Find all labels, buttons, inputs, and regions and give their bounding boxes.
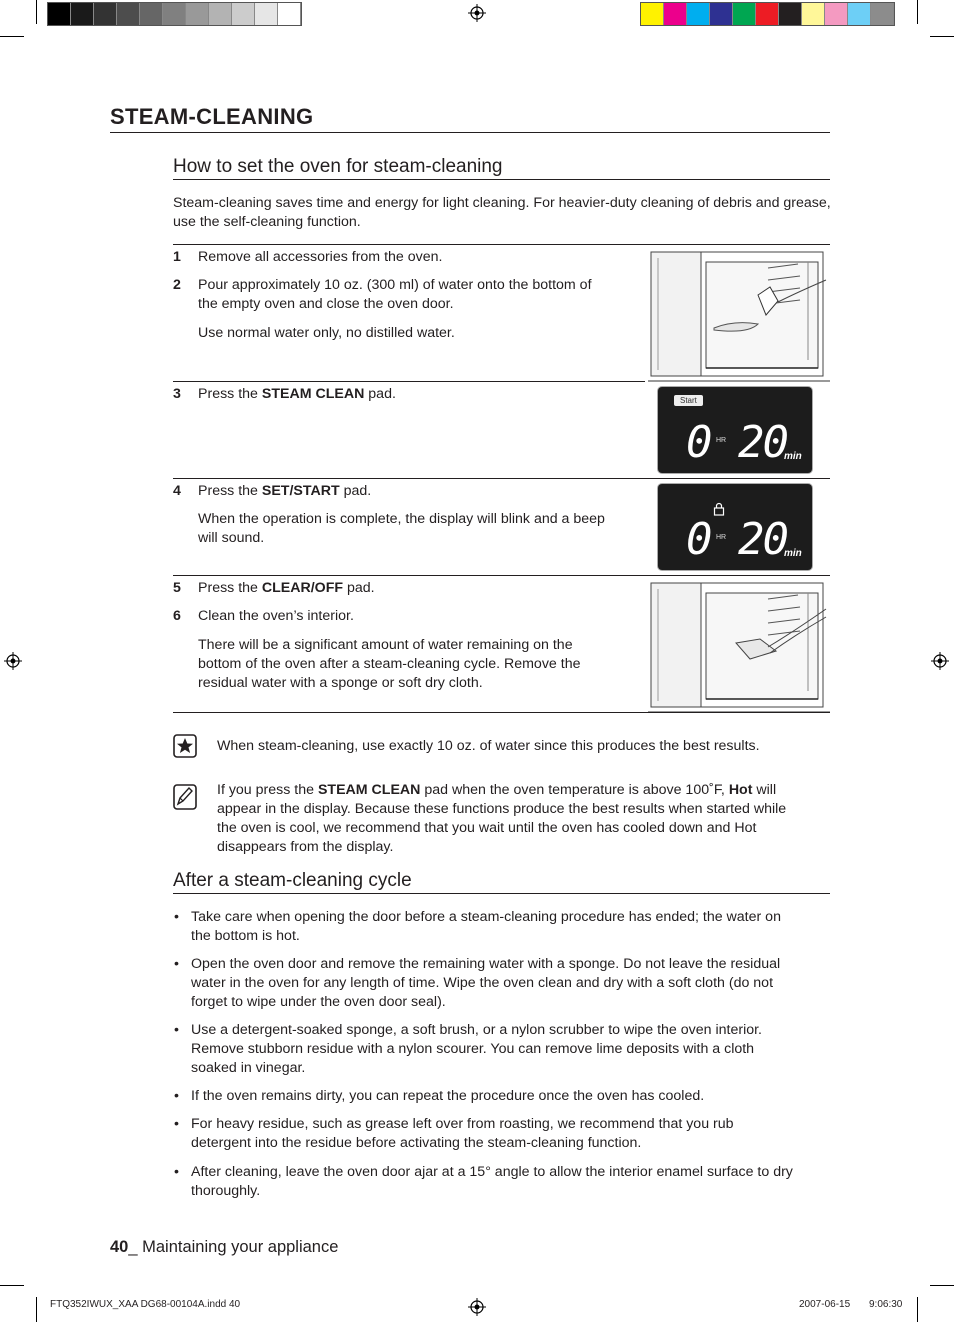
color-swatch — [664, 3, 687, 25]
crop-mark — [917, 0, 918, 24]
gray-swatch — [163, 3, 186, 25]
color-swatch — [641, 3, 664, 25]
min-unit: min — [784, 451, 802, 462]
divider — [173, 478, 830, 479]
color-swatch — [871, 3, 894, 25]
slug-file: FTQ352IWUX_XAA DG68-00104A.indd 40 — [50, 1299, 241, 1310]
bullet-dot-icon: • — [174, 1022, 179, 1038]
minutes-digits: 20 — [738, 514, 787, 565]
step-6-note-line-3: residual water with a sponge or soft dry cloth. — [198, 675, 483, 691]
step-6: 6 Clean the oven’s interior. — [173, 608, 354, 624]
minutes-digits: 20 — [738, 417, 787, 468]
list-item — [174, 908, 834, 946]
color-swatch-bar — [640, 2, 895, 26]
list-item-line: the bottom is hot. — [191, 928, 300, 944]
star-note-icon — [173, 734, 197, 758]
step-4-note-line-1: When the operation is complete, the display will blink and a beep — [198, 511, 605, 527]
gray-swatch — [255, 3, 278, 25]
color-swatch — [802, 3, 825, 25]
list-item — [174, 1115, 834, 1153]
step-5: 5 Press the CLEAR/OFF pad. — [173, 580, 375, 596]
step-2-line-2: the empty oven and close the oven door. — [198, 296, 454, 312]
step-6-note-line-1: There will be a significant amount of water remaining on the — [198, 637, 573, 653]
color-swatch — [756, 3, 779, 25]
divider — [173, 244, 830, 245]
gray-swatch — [278, 3, 301, 25]
registration-mark-icon — [468, 1298, 486, 1316]
color-swatch — [848, 3, 871, 25]
list-item-line: If the oven remains dirty, you can repeat the procedure once the oven has cooled. — [191, 1088, 705, 1104]
list-item-line: Open the oven door and remove the remaining water with a sponge. Do not leave the residual — [191, 956, 781, 972]
page-title: STEAM-CLEANING — [110, 104, 830, 133]
crop-mark — [36, 1297, 37, 1322]
gray-swatch — [71, 3, 94, 25]
list-item-line: Take care when opening the door before a steam-cleaning procedure has ended; the water on — [191, 909, 781, 925]
step-2-note: Use normal water only, no distilled water. — [198, 325, 455, 341]
section-heading-steam-setup: How to set the oven for steam-cleaning — [173, 156, 830, 180]
gray-swatch — [209, 3, 232, 25]
list-item-line: forget to wipe under the oven door seal). — [191, 994, 446, 1010]
crop-mark — [930, 36, 954, 37]
step-2: 2 Pour approximately 10 oz. (300 ml) of water onto the bottom of — [173, 277, 592, 293]
list-item — [174, 1087, 834, 1106]
crop-mark — [930, 1285, 954, 1286]
pencil-note-icon — [173, 784, 197, 810]
step-3: 3 Press the STEAM CLEAN pad. — [173, 386, 396, 402]
note-hot-display: If you press the STEAM CLEAN pad when the oven temperature is above 100˚F, Hot will appear in the display. Because these functions produce the best results when started while the oven is cool, we recommend that you wait until the oven has cooled down and Hot disappears from the display. — [217, 782, 787, 855]
list-item-line: After cleaning, leave the oven door ajar at a 15° angle to allow the interior enamel surface to dry — [191, 1164, 793, 1180]
bullet-dot-icon: • — [174, 956, 179, 972]
bullet-dot-icon: • — [174, 1088, 179, 1104]
crop-mark — [0, 36, 24, 37]
lock-icon — [713, 502, 725, 516]
registration-mark-icon — [931, 652, 949, 670]
step-6-note-line-2: bottom of the oven after a steam-cleaning cycle. Remove the — [198, 656, 581, 672]
color-swatch — [710, 3, 733, 25]
list-item-line: water in the oven for any length of time. Wipe the oven clean and dry with a soft cloth (do not — [191, 975, 774, 991]
divider — [173, 712, 830, 713]
min-unit: min — [784, 548, 802, 559]
page-footer: 40_ Maintaining your appliance — [110, 1238, 339, 1256]
oven-wipe-interior-illustration — [648, 581, 830, 713]
crop-mark — [36, 0, 37, 24]
bullet-dot-icon: • — [174, 1164, 179, 1180]
step-1: 1 Remove all accessories from the oven. — [173, 249, 443, 265]
list-item — [174, 1163, 834, 1201]
start-badge: Start — [674, 395, 703, 406]
control-display-start — [658, 387, 812, 473]
list-item-line: detergent into the residue before activating the steam-cleaning function. — [191, 1135, 642, 1151]
registration-mark-icon — [468, 4, 486, 22]
hr-unit: HR — [716, 534, 727, 541]
crop-mark — [0, 1285, 24, 1286]
section-heading-after-cycle: After a steam-cleaning cycle — [173, 870, 830, 894]
note-water-amount: When steam-cleaning, use exactly 10 oz. of water since this produces the best results. — [217, 738, 760, 754]
bullet-dot-icon: • — [174, 1116, 179, 1132]
gray-swatch — [232, 3, 255, 25]
list-item-line: soaked in vinegar. — [191, 1060, 306, 1076]
gray-swatch — [140, 3, 163, 25]
gray-swatch — [48, 3, 71, 25]
divider — [173, 575, 830, 576]
gray-swatch — [117, 3, 140, 25]
crop-mark — [917, 1297, 918, 1322]
slug-time: 9:06:30 — [869, 1299, 903, 1310]
hr-unit: HR — [716, 437, 727, 444]
list-item — [174, 1021, 834, 1078]
list-item-line: Use a detergent-soaked sponge, a soft brush, or a nylon scrubber to wipe the oven interior. — [191, 1022, 762, 1038]
registration-mark-icon — [4, 652, 22, 670]
color-swatch — [687, 3, 710, 25]
gray-swatch — [186, 3, 209, 25]
gray-swatch — [94, 3, 117, 25]
color-swatch — [733, 3, 756, 25]
divider — [173, 381, 645, 382]
intro-paragraph: Steam-cleaning saves time and energy for light cleaning. For heavier-duty cleaning of debris and grease, use the self-cleaning function. — [173, 195, 831, 230]
hours-digit: 0 — [686, 417, 713, 468]
hours-digit: 0 — [686, 514, 713, 565]
gray-swatch-bar — [47, 2, 302, 26]
oven-pour-water-illustration — [648, 250, 830, 382]
list-item-line: For heavy residue, such as grease left over from roasting, we recommend that you rub — [191, 1116, 734, 1132]
color-swatch — [779, 3, 802, 25]
step-4: 4 Press the SET/START pad. — [173, 483, 372, 499]
slug-date: 2007-06-15 — [799, 1299, 851, 1310]
step-4-note-line-2: will sound. — [198, 530, 265, 546]
list-item-line: Remove stubborn residue with a nylon scourer. You can remove lime deposits with a cloth — [191, 1041, 755, 1057]
list-item-line: thoroughly. — [191, 1183, 261, 1199]
bullet-dot-icon: • — [174, 909, 179, 925]
color-swatch — [825, 3, 848, 25]
control-display-locked — [658, 484, 812, 570]
list-item — [174, 955, 834, 1012]
